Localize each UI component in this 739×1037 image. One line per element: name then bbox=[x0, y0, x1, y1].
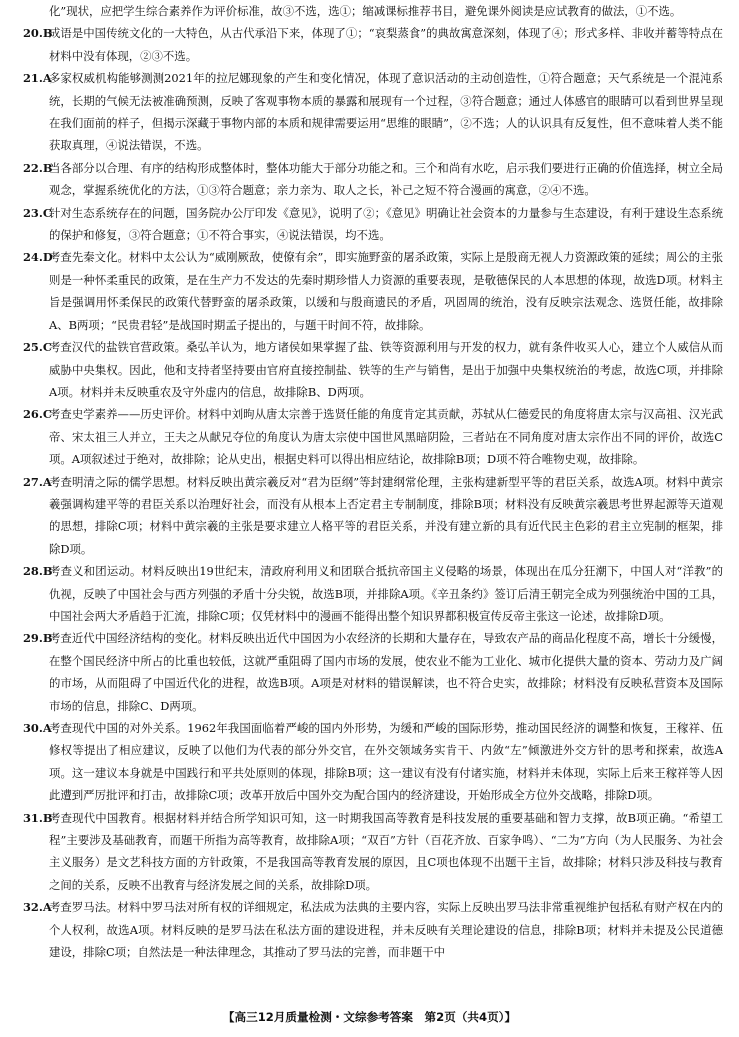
item-text: 考查罗马法。材料中罗马法对所有权的详细规定，私法成为法典的主要内容，实际上反映出罗马法非常重视维护包括私有财产权在内的个人权利，故选A项。材料反映的是罗马法在私法方面的建设进程，并未反映有关理论建设的信息，排除B项；材料并未提及公民道德建设，排除C项；自然法是一种法律理念，其推动了罗马法的完善，而非题干中 bbox=[49, 900, 723, 960]
item-number: 29.B bbox=[23, 631, 53, 646]
item-number: 30.A bbox=[23, 721, 52, 735]
item-text: 考查近代中国经济结构的变化。材料反映出近代中国因为小农经济的长期和大量存在，导致农产品的商品化程度不高，增长十分缓慢，在整个国民经济中所占的比重也较低，这就严重阻碍了国内市场的发展，使农业不能为工业化、城市化提供大量的资本、劳动力及广阔的市场，从而阻碍了中国近代化的进程，故选B项。A项是对材料的错误解读，也不符合史实，故排除；材料没有反映私营资本及国际市场的信息，排除C、D两项。 bbox=[49, 631, 723, 713]
answer-item-29 bbox=[23, 627, 723, 717]
answer-item-23 bbox=[23, 202, 723, 247]
item-text: 考查现代中国的对外关系。1962年我国面临着严峻的国内外形势，为缓和严峻的国际形势，推动国民经济的调整和恢复，王稼祥、伍修权等提出了相应建议，反映了以他们为代表的部分外交官，在外交领域务实肯干、内敛“左”倾激进外交方针的思考和探索，故选A项。这一建议本身就是中国践行和平共处原则的体现，排除B项；这一建议有没有付诸实施，材料并未体现，实际上后来王稼祥等人因此遭到严厉批评和打击，故排除C项；改革开放后中国外交为配合国内的经济建设，开始形成全方位外交战略，排除D项。 bbox=[49, 721, 723, 803]
answer-item-24 bbox=[23, 246, 723, 336]
item-number: 24.D bbox=[23, 250, 53, 265]
item-number: 27.A bbox=[23, 474, 52, 489]
item-text: 考查汉代的盐铁官营政策。桑弘羊认为，地方诸侯如果掌握了盐、铁等资源利用与开发的权力，就有条件收买人心，建立个人威信从而威胁中央集权。因此，他和支持者坚持要由官府直接控制盐、铁等的生产与销售，是出于加强中央集权统治的考虑，故选C项，并排除A项。材料并未反映重农及守外虚内的信息，故排除B、D两项。 bbox=[49, 340, 723, 399]
item-number: 23.C bbox=[23, 205, 52, 220]
answer-item-30 bbox=[23, 717, 723, 807]
answer-item-26 bbox=[23, 403, 723, 470]
item-number: 26.C bbox=[23, 407, 52, 422]
item-text: 成语是中国传统文化的一大特色，从古代承沿下来，体现了①；“哀梨蒸食”的典故寓意深刻，体现了④；形式多样、非收并蓄等特点在材料中没有体现，②③不选。 bbox=[49, 26, 723, 63]
item-text: 考查现代中国教育。根据材料并结合所学知识可知，这一时期我国高等教育是科技发展的重要基础和智力支撑，故B项正确。“希望工程”主要涉及基础教育，而题干所指为高等教育，故排除A项；“双百”方针（百花齐放、百家争鸣）、“二为”方向（为人民服务、为社会主义服务）是文艺科技方面的方针政策，不是我国高等教育发展的原因，且C项也体现不出题干主旨，故排除；材料只涉及科技与教育之间的关系，反映不出教育与经济发展之间的关系，故排除D项。 bbox=[49, 810, 723, 892]
item-text: 当各部分以合理、有序的结构形成整体时，整体功能大于部分功能之和。三个和尚有水吃，启示我们要进行正确的价值选择，树立全局观念，掌握系统优化的方法，①③符合题意；亲力亲为、取人之长，补己之短不符合漫画的寓意，②④不选。 bbox=[49, 160, 723, 198]
item-number: 31.B bbox=[23, 810, 53, 825]
continued-paragraph: 化”现状，应把学生综合素养作为评价标准，故③不选，选①；缩减课标推荐书目，避免课外阅读是应试教育的做法，①不选。 bbox=[49, 4, 682, 18]
answer-item-28 bbox=[23, 560, 723, 627]
item-text: 考查明清之际的儒学思想。材料反映出黄宗羲反对“君为臣纲”等封建纲常伦理，主张构建新型平等的君臣关系，故选A项。材料中黄宗羲强调构建平等的君臣关系以治理好社会，而没有从根本上否定君主专制制度，排除B项；材料没有反映黄宗羲思考世界起源等天道观的思想，排除C项；材料中黄宗羲的主张是要求建立人格平等的君臣关系，并没有建立新的具有近代民主色彩的君主立宪制的框架，排除D项。 bbox=[49, 474, 723, 556]
item-text: 考查先秦文化。材料中太公认为“威刚厥敌，使僚有余”，即实施野蛮的屠杀政策，实际上是殷商无视人力资源政策的延续；周公的主张则是一种怀柔重民的政策，是在生产力不发达的先秦时期珍惜人力资源的重要表现，是敬德保民的人本思想的体现，故选D项。材料主旨是强调用怀柔保民的政策代替野蛮的屠杀政策，以缓和与殷商遗民的矛盾，巩固周的统治，没有反映宗法观念、选贤任能，故排除A、B两项；“民贵君轻”是战国时期孟子提出的，与题干时间不符，故排除。 bbox=[49, 250, 723, 332]
item-number: 22.B bbox=[23, 160, 53, 175]
item-text: 针对生态系统存在的问题，国务院办公厅印发《意见》，说明了②；《意见》明确让社会资本的力量参与生态建设，有利于建设生态系统的保护和修复，③符合题意；①不符合事实，④说法错误，均不选。 bbox=[49, 205, 723, 243]
answer-item-20 bbox=[23, 22, 723, 67]
item-text: 多家权威机构能够测测2021年的拉尼娜现象的产生和变化情况，体现了意识活动的主动创造性，①符合题意；天气系统是一个混沌系统，长期的气候无法被准确预测，反映了客观事物本质的暴露和展现有一个过程，③符合题意；通过人体感官的眼睛可以看到世界呈现在我们面前的样子，但揭示深藏于事物内部的本质和规律需要运用“思维的眼睛”，②不选；人的认识具有反复性，但不意味着人类不能获取真理，④说法错误，不选。 bbox=[49, 71, 723, 153]
item-text: 考查史学素养——历史评价。材料中刘昫从唐太宗善于选贤任能的角度肯定其贡献，苏轼从仁德爱民的角度将唐太宗与汉高祖、汉光武帝、宋太祖三人并立，王夫之从献兄夺位的角度认为唐太宗使中国世风黑暗阴险，三者站在不同角度对唐太宗作出不同的评价，故选C项。A项叙述过于绝对，故排除；论从史出，根据史料可以得出相应结论，故排除B项；D项不符合唯物史观，故排除。 bbox=[49, 407, 723, 467]
answer-list bbox=[23, 0, 723, 963]
answer-item-21 bbox=[23, 67, 723, 157]
answer-item-32 bbox=[23, 896, 723, 963]
item-number: 32.A bbox=[23, 900, 52, 915]
answer-item-27 bbox=[23, 471, 723, 561]
page-footer: 【高三12月质量检测・文综参考答案 第2页（共4页）】 bbox=[222, 1010, 517, 1024]
item-text: 考查义和团运动。材料反映出19世纪末，清政府利用义和团联合抵抗帝国主义侵略的场景，体现出在瓜分狂潮下，中国人对“洋教”的仇视，反映了中国社会与西方列强的矛盾十分尖锐，故选B项，并排除A项。《辛丑条约》签订后清王朝完全成为列强统治中国的工具，中国社会两大矛盾趋于汇流，排除C项；仅凭材料中的漫画不能得出整个知识界都积极宣传反帝主张这一论述，故排除D项。 bbox=[49, 564, 723, 623]
item-number: 21.A bbox=[23, 71, 52, 86]
item-number: 28.B bbox=[23, 564, 53, 579]
answer-item-22 bbox=[23, 157, 723, 202]
answer-item-25 bbox=[23, 336, 723, 403]
item-number: 20.B bbox=[23, 26, 53, 41]
item-number: 25.C bbox=[23, 340, 52, 355]
answer-item-31 bbox=[23, 807, 723, 897]
